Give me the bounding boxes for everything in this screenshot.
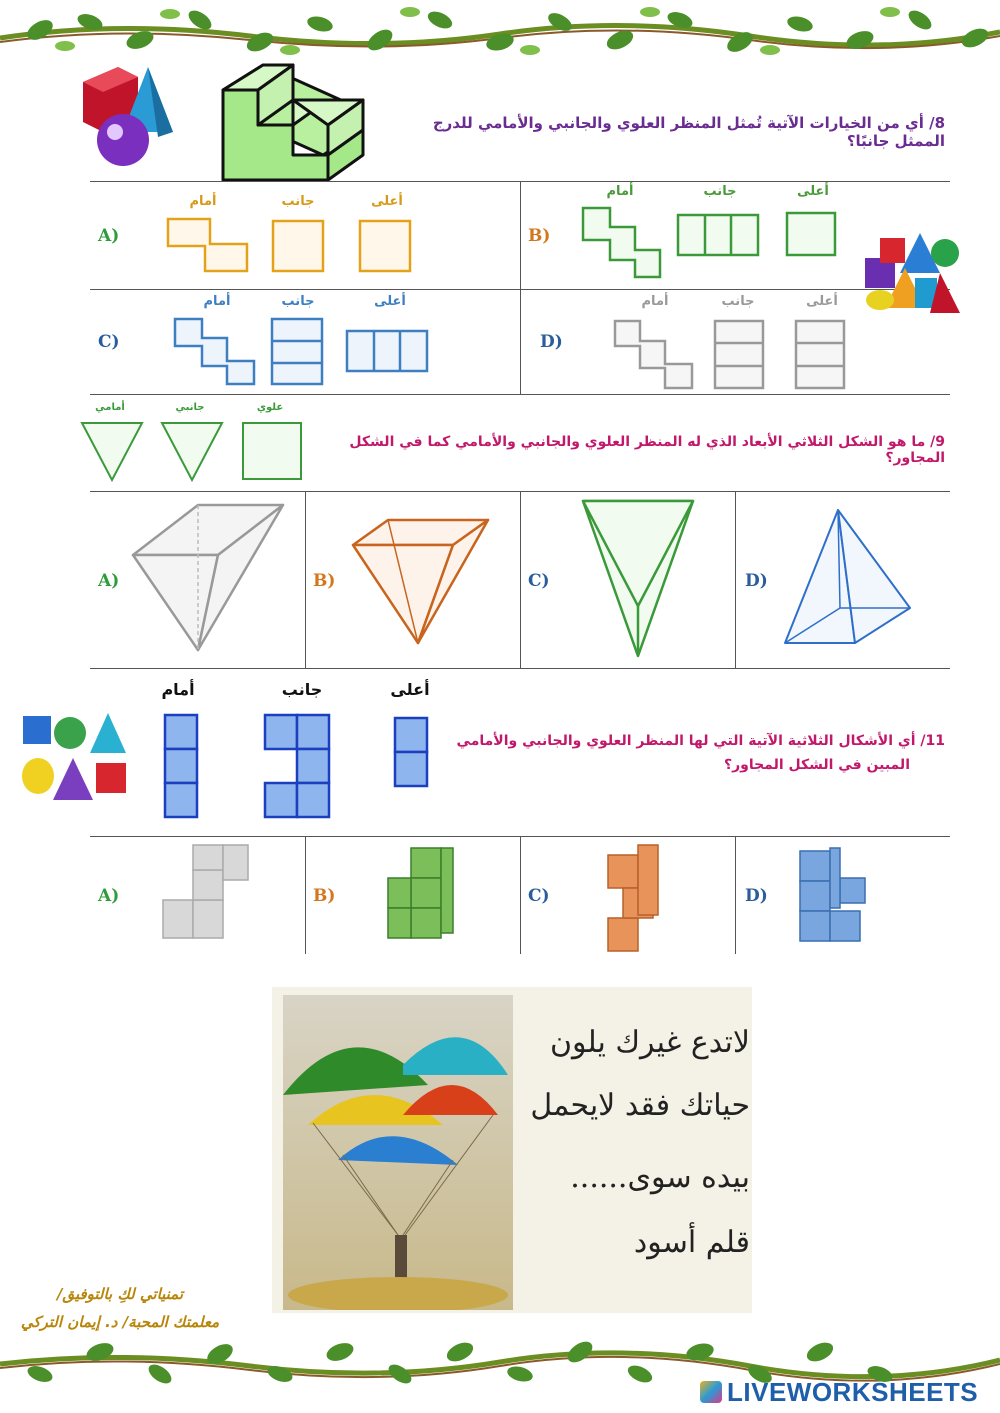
q11-a-solid[interactable] <box>158 840 258 945</box>
q9-option-c-label[interactable]: C) <box>528 571 550 591</box>
q8-option-d-label[interactable]: D) <box>540 332 563 352</box>
q9-question: 9/ ما هو الشكل الثلاثي الأبعاد الذي له المنظر العلوي والجانبي والأمامي كما في الشكل المجاور؟ <box>349 434 945 466</box>
q11-option-a-label[interactable]: A) <box>98 886 120 906</box>
q9-top-caption: علوي <box>256 402 284 413</box>
q9-a-solid[interactable] <box>128 500 288 660</box>
poem-line-1: لاتدع غيرك يلون <box>549 1025 750 1060</box>
logo-icon <box>700 1381 722 1403</box>
q8-option-b-label[interactable]: B) <box>528 226 551 246</box>
q8-a-top-caption: أعلى <box>371 194 403 209</box>
q8-b-views[interactable] <box>580 205 840 280</box>
q8-d-top-caption: أعلى <box>806 294 838 309</box>
q8-c-side-caption: جانب <box>281 294 315 309</box>
divider <box>90 394 950 395</box>
q9-given-views <box>78 418 308 484</box>
q8-b-side-caption: جانب <box>703 184 737 199</box>
q9-option-a-label[interactable]: A) <box>98 571 120 591</box>
divider <box>90 668 950 669</box>
q8-b-top-caption: أعلى <box>797 184 829 199</box>
q9-c-solid[interactable] <box>578 496 698 661</box>
q11-given-views <box>160 710 435 822</box>
q8-option-c-label[interactable]: C) <box>98 332 120 352</box>
divider <box>305 491 306 668</box>
q8-d-side-caption: جانب <box>721 294 755 309</box>
q8-a-side-caption: جانب <box>281 194 315 209</box>
q9-side-caption: جانبي <box>175 402 205 413</box>
q9-b-solid[interactable] <box>348 515 493 650</box>
q11-side-caption: جانب <box>281 680 323 699</box>
q11-c-solid[interactable] <box>603 840 663 955</box>
divider <box>520 491 521 668</box>
parachute-umbrella-illustration <box>283 995 513 1310</box>
signature-line-1: تمنياتي لكِ بالتوفيق/ <box>56 1285 184 1303</box>
q8-question: 8/ أي من الخيارات الآتية تُمثل المنظر العلوي والجانبي والأمامي للدرج الممثل جانبًا؟ <box>432 114 945 150</box>
poem-line-3: بيده سوى...... <box>570 1160 750 1195</box>
q8-c-front-caption: أمام <box>203 294 231 309</box>
poem-line-2: حياتك فقد لايحمل <box>530 1088 750 1123</box>
poem-line-4: قلم أسود <box>633 1225 750 1260</box>
q11-option-c-label[interactable]: C) <box>528 886 550 906</box>
q11-option-b-label[interactable]: B) <box>313 886 336 906</box>
q8-b-front-caption: أمام <box>606 184 634 199</box>
colorful-shapes-clipart <box>860 228 965 318</box>
q8-a-views[interactable] <box>165 216 415 276</box>
3d-shapes-clipart <box>78 62 178 170</box>
q9-front-caption: أمامي <box>95 402 125 413</box>
divider <box>520 836 521 954</box>
divider <box>735 491 736 668</box>
q11-front-caption: أمام <box>161 680 195 699</box>
top-vine-border <box>0 0 1000 60</box>
3d-solids-clipart <box>18 708 133 803</box>
q8-c-top-caption: أعلى <box>374 294 406 309</box>
q11-d-solid[interactable] <box>795 843 875 945</box>
divider <box>520 181 521 394</box>
q8-d-front-caption: أمام <box>641 294 669 309</box>
divider <box>305 836 306 954</box>
q9-option-b-label[interactable]: B) <box>313 571 336 591</box>
q9-d-solid[interactable] <box>780 505 915 650</box>
q11-top-caption: أعلى <box>390 680 430 699</box>
divider <box>735 836 736 954</box>
q8-option-a-label[interactable]: A) <box>98 226 120 246</box>
q11-b-solid[interactable] <box>383 843 458 943</box>
q11-question-line1: 11/ أي الأشكال الثلاثية الآتية التي لها المنظر العلوي والجانبي والأمامي <box>456 733 945 749</box>
q8-d-views[interactable] <box>610 316 850 392</box>
brand-text: LIVEWORKSHEETS <box>727 1376 979 1407</box>
q11-option-d-label[interactable]: D) <box>745 886 768 906</box>
q9-option-d-label[interactable]: D) <box>745 571 768 591</box>
signature-line-2: معلمتك المحبة/ د. إيمان التركي <box>20 1313 220 1331</box>
liveworksheets-logo[interactable] <box>700 1376 990 1408</box>
q8-a-front-caption: أمام <box>189 194 217 209</box>
staircase-3d-figure <box>218 60 368 185</box>
q11-question-line2: المبين في الشكل المجاور؟ <box>723 757 910 773</box>
q8-c-views[interactable] <box>172 316 432 388</box>
